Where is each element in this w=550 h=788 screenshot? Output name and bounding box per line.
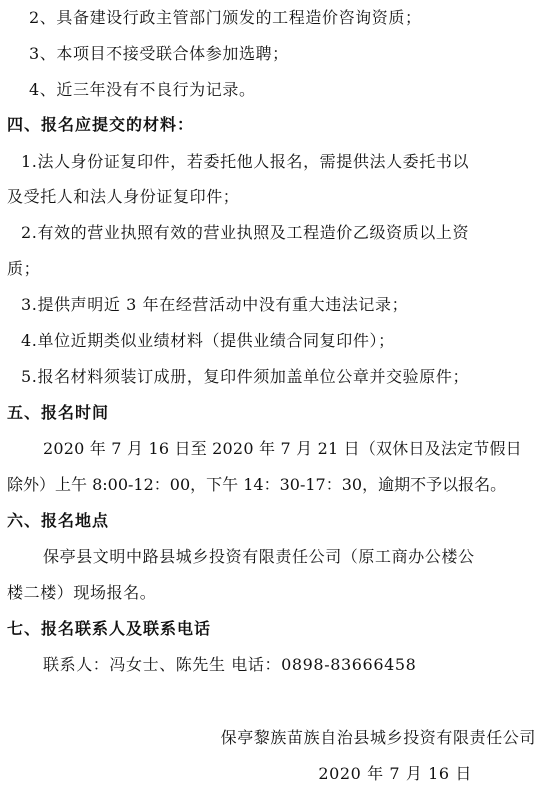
requirement-item-4: 4、近三年没有不良行为记录。 <box>29 80 256 99</box>
material-item-1-line1: 1.法人身份证复印件，若委托他人报名，需提供法人委托书以 <box>21 152 470 171</box>
section-6-heading: 六、报名地点 <box>7 511 110 530</box>
registration-time-line1: 2020 年 7 月 16 日至 2020 年 7 月 21 日（双休日及法定节假日 <box>43 439 522 458</box>
material-item-3: 3.提供声明近 3 年在经营活动中没有重大违法记录； <box>21 295 409 314</box>
registration-location-line2: 楼二楼）现场报名。 <box>7 583 157 602</box>
registration-time-line2: 除外）上午 8:00-12：00，下午 14：30-17：30，逾期不予以报名。 <box>7 475 507 494</box>
signature-date: 2020 年 7 月 16 日 <box>318 764 472 783</box>
section-5-heading: 五、报名时间 <box>7 403 110 422</box>
section-4-heading: 四、报名应提交的材料： <box>7 115 195 134</box>
material-item-4: 4.单位近期类似业绩材料（提供业绩合同复印件）； <box>21 331 395 350</box>
material-item-5: 5.报名材料须装订成册，复印件须加盖单位公章并交验原件； <box>21 367 470 386</box>
contact-line: 联系人：冯女士、陈先生 电话：0898-83666458 <box>43 655 417 674</box>
material-item-2-line1: 2.有效的营业执照有效的营业执照及工程造价乙级资质以上资 <box>21 223 470 242</box>
material-item-1-line2: 及受托人和法人身份证复印件； <box>7 187 240 206</box>
signature-organization: 保亭黎族苗族自治县城乡投资有限责任公司 <box>220 728 536 747</box>
requirement-item-2: 2、具备建设行政主管部门颁发的工程造价咨询资质； <box>29 8 422 27</box>
registration-location-line1: 保亭县文明中路县城乡投资有限责任公司（原工商办公楼公 <box>43 547 475 566</box>
material-item-2-line2: 质； <box>7 259 41 278</box>
section-7-heading: 七、报名联系人及联系电话 <box>7 619 212 638</box>
requirement-item-3: 3、本项目不接受联合体参加选聘； <box>29 44 289 63</box>
